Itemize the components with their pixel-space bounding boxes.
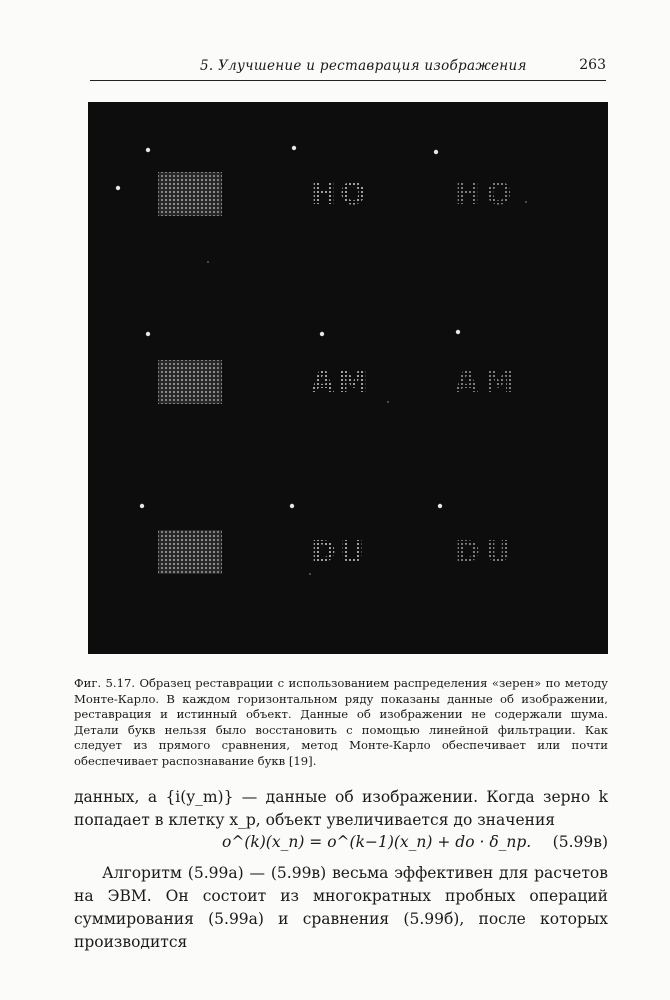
noise-speck [309, 573, 311, 575]
noise-speck [207, 261, 209, 263]
paragraph-1 [74, 786, 608, 832]
equation-number: (5.99в) [552, 833, 608, 851]
image-data-core [164, 365, 216, 399]
noise-speck [525, 201, 527, 203]
true-object-letters: AM [455, 365, 521, 400]
registration-dot [320, 332, 324, 336]
paragraph-2-text: Алгоритм (5.99а) — (5.99в) весьма эффективен для расчетов на ЭВМ. Он состоит из многократных пробных операций суммирования (5.99а) и сравнения (5.99б), после которых производится [74, 864, 608, 951]
registration-dot [140, 504, 144, 508]
equation-formula: o^(k)(x_n) = o^(k−1)(x_n) + do · δ_np. [222, 833, 532, 851]
figure-5-17 [88, 102, 608, 654]
noise-speck [387, 401, 389, 403]
restoration-letters: DU [311, 535, 369, 570]
registration-dot [146, 332, 150, 336]
page-header [90, 56, 606, 81]
true-object-letters: НО [455, 177, 518, 212]
true-object-letters: DU [455, 535, 517, 570]
restoration-letters: AM [311, 365, 373, 400]
registration-dot [434, 150, 438, 154]
figure-caption [74, 676, 608, 769]
image-data-core [164, 535, 216, 569]
image-data-core [164, 177, 216, 211]
restoration-letters: НО [311, 177, 370, 212]
registration-dot [146, 148, 150, 152]
figure-image [88, 102, 608, 654]
registration-dot [438, 504, 442, 508]
registration-dot [292, 146, 296, 150]
paragraph-2 [74, 862, 608, 954]
page-number: 263 [579, 57, 606, 73]
caption-text: Фиг. 5.17. Образец реставрации с использованием распределения «зерен» по методу Монте-Карло. В каждом горизонтальном ряду показаны данные об изображении, реставрация и истинный объект. Данные об изображении не содержали шума. Детали букв нельзя было восстановить с помощью линейной фильтрации. Как следует из прямого сравнения, метод Монте-Карло обеспечивает или почти обеспечивает распознавание букв [19]. [74, 676, 608, 768]
registration-dot [290, 504, 294, 508]
registration-dot [456, 330, 460, 334]
paragraph-1-text: данных, а {i(y_m)} — данные об изображении. Когда зерно k попадает в клетку x_p, объект увеличивается до значения [74, 788, 608, 829]
registration-dot [116, 186, 120, 190]
equation-5-99v [74, 833, 608, 857]
running-title: 5. Улучшение и реставрация изображения [200, 58, 527, 74]
